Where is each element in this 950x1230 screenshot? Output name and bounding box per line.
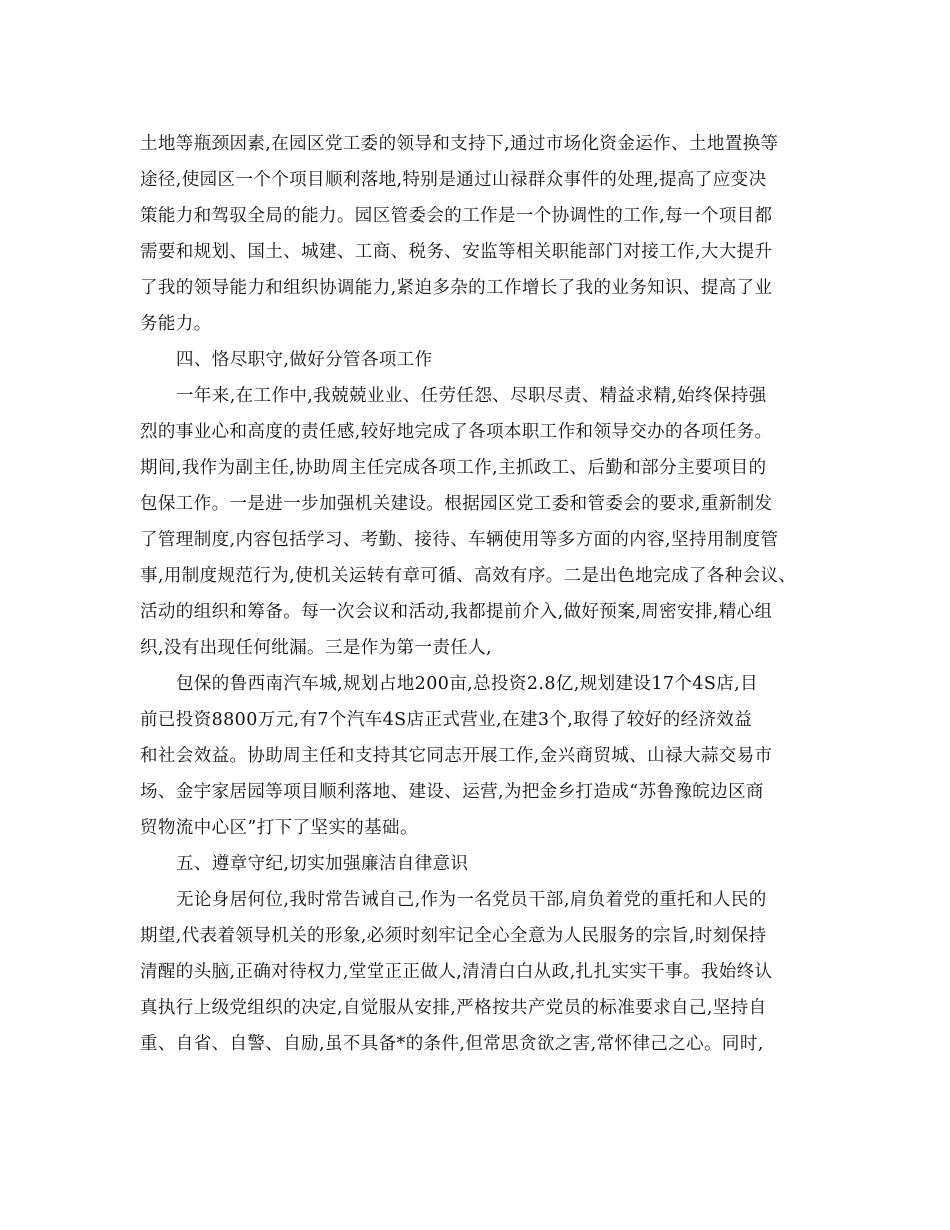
text-line: 包保的鲁西南汽车城,规划占地200亩,总投资2.8亿,规划建设17个4S店,目 (176, 674, 758, 694)
text-line: 了管理制度,内容包括学习、考勤、接待、车辆使用等多方面的内容,坚持用制度管 (140, 530, 779, 550)
text-line: 无论身居何位,我时常告诫自己,作为一名党员干部,肩负着党的重托和人民的 (176, 890, 767, 910)
text-line: 前已投资8800万元,有7个汽车4S店正式营业,在建3个,取得了较好的经济效益 (140, 710, 753, 730)
text-line: 需要和规划、国土、城建、工商、税务、安监等相关职能部门对接工作,大大提升 (140, 242, 773, 262)
section-heading: 四、恪尽职守,做好分管各项工作 (176, 350, 433, 370)
text-line: 期间,我作为副主任,协助周主任完成各项工作,主抓政工、后勤和部分主要项目的 (140, 458, 767, 478)
text-line: 织,没有出现任何纰漏。三是作为第一责任人, (140, 638, 493, 658)
text-line: 事,用制度规范行为,使机关运转有章可循、高效有序。二是出色地完成了各种会议、 (140, 566, 797, 586)
text-line: 土地等瓶颈因素,在园区党工委的领导和支持下,通过市场化资金运作、土地置换等 (140, 134, 779, 154)
text-line: 清醒的头脑,正确对待权力,堂堂正正做人,清清白白从政,扎扎实实干事。我始终认 (140, 962, 773, 982)
text-line: 重、自省、自警、自励,虽不具备*的条件,但常思贪欲之害,常怀律己之心。同时, (140, 1034, 764, 1054)
text-line: 包保工作。一是进一步加强机关建设。根据园区党工委和管委会的要求,重新制发 (140, 494, 773, 514)
text-line: 贸物流中心区”打下了坚实的基础。 (140, 818, 418, 838)
text-line: 烈的事业心和高度的责任感,较好地完成了各项本职工作和领导交办的各项任务。 (140, 422, 773, 442)
text-line: 真执行上级党组织的决定,自觉服从安排,严格按共产党员的标准要求自己,坚持自 (140, 998, 767, 1018)
text-line: 一年来,在工作中,我兢兢业业、任劳任怨、尽职尽责、精益求精,始终保持强 (176, 386, 767, 406)
text-line: 了我的领导能力和组织协调能力,紧迫多杂的工作增长了我的业务知识、提高了业 (140, 278, 773, 298)
text-line: 期望,代表着领导机关的形象,必须时刻牢记全心全意为人民服务的宗旨,时刻保持 (140, 926, 767, 946)
text-line: 场、金宇家居园等项目顺利落地、建设、运营,为把金乡打造成“苏鲁豫皖边区商 (140, 782, 764, 802)
text-line: 途径,使园区一个个项目顺利落地,特别是通过山禄群众事件的处理,提高了应变决 (140, 170, 767, 190)
body-text (140, 126, 830, 1062)
text-line: 策能力和驾驭全局的能力。园区管委会的工作是一个协调性的工作,每一个项目都 (140, 206, 773, 226)
section-heading: 五、遵章守纪,切实加强廉洁自律意识 (176, 854, 469, 874)
text-line: 和社会效益。协助周主任和支持其它同志开展工作,金兴商贸城、山禄大蒜交易市 (140, 746, 773, 766)
text-line: 活动的组织和筹备。每一次会议和活动,我都提前介入,做好预案,周密安排,精心组 (140, 602, 773, 622)
text-line: 务能力。 (140, 314, 212, 334)
